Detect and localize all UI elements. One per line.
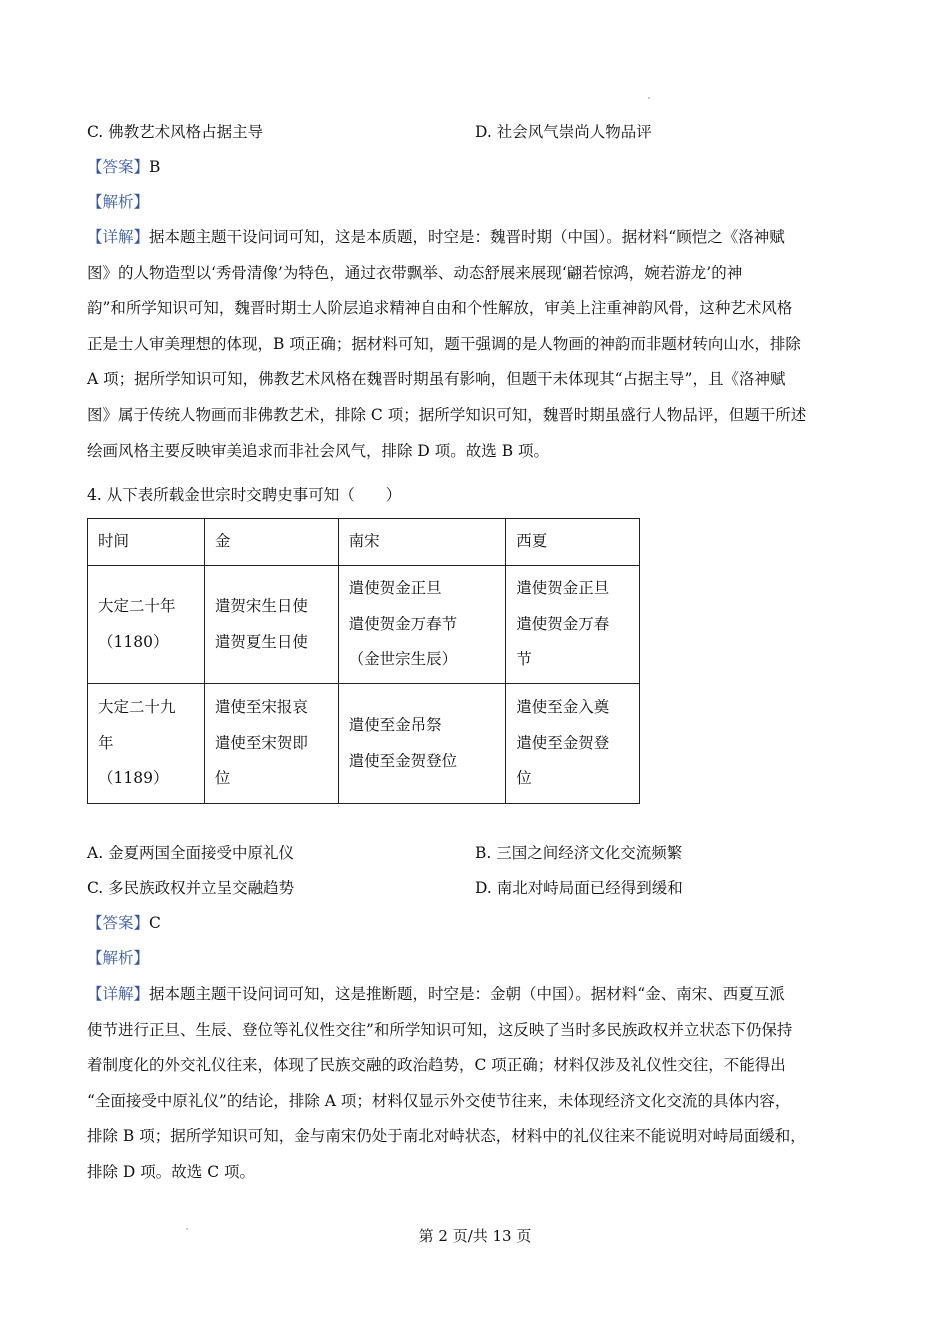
detail-line: A 项；据所学知识可知，佛教艺术风格在魏晋时期虽有影响，但题干未体现其“占据主导”，且《洛神赋 (87, 370, 786, 389)
q4-option-d[interactable]: D. 南北对峙局面已经得到缓和 (475, 879, 683, 897)
table-header-row (88, 519, 640, 566)
table-cell: 遣使至宋报哀 遣使至宋贺即 位 (204, 684, 338, 804)
table-cell: 遣使至金吊祭 遣使至金贺登位 (338, 684, 506, 804)
q4-answer-line (87, 913, 161, 933)
header-cell: 金 (204, 519, 338, 566)
table-cell: 遣使贺金正旦 遣使贺金万春节 （金世宗生辰） (338, 566, 506, 684)
detail-line: 使节进行正旦、生辰、登位等礼仪性交往”和所学知识可知，这反映了当时多民族政权并立状态下仍保持 (87, 1020, 793, 1039)
table-cell: 遣使贺金正旦 遣使贺金万春 节 (506, 566, 640, 684)
answer-tag: 【答案】 (87, 158, 150, 176)
q3-answer-line (87, 157, 160, 177)
q4-analysis-line (87, 948, 149, 968)
q3-option-d[interactable]: D. 社会风气崇尚人物品评 (475, 123, 652, 141)
detail-line: 正是士人审美理想的体现，B 项正确；据材料可知，题干强调的是人物画的神韵而非题材转向山水，排除 (87, 334, 801, 353)
detail-line: “全面接受中原礼仪”的结论，排除 A 项；材料仅显示外交使节往来，未体现经济文化交流的具体内容， (87, 1091, 791, 1110)
table-cell: 大定二十九 年 （1189） (88, 684, 205, 804)
page-footer: 第 2 页/共 13 页 (418, 1227, 532, 1245)
analysis-tag: 【解析】 (87, 193, 150, 211)
q3-analysis-line (87, 192, 149, 212)
header-cell: 西夏 (506, 519, 640, 566)
answer-value: C (149, 914, 161, 932)
q4-stem: 4. 从下表所载金世宗时交聘史事可知（ ） (87, 486, 402, 504)
answer-tag: 【答案】 (87, 914, 150, 932)
detail-tag: 【详解】 (87, 985, 150, 1003)
header-cell: 时间 (88, 519, 205, 566)
table-row (88, 684, 640, 804)
scan-speck (648, 97, 650, 99)
detail-line: 排除 D 项。故选 C 项。 (87, 1162, 255, 1181)
answer-value: B (149, 158, 161, 176)
table-row (88, 566, 640, 684)
detail-line: 图》属于传统人物画而非佛教艺术，排除 C 项；据所学知识可知，魏晋时期虽盛行人物品评，但题干所述 (87, 405, 807, 424)
table-cell: 大定二十年 （1180） (88, 566, 205, 684)
detail-line: 图》的人物造型以‘秀骨清像’为特色，通过衣带飘举、动态舒展来展现‘翩若惊鸿，婉若游龙’的神 (87, 263, 743, 282)
table-cell: 遣贺宋生日使 遣贺夏生日使 (204, 566, 338, 684)
detail-line: 【详解】据本题主题干设问词可知，这是本质题，时空是：魏晋时期（中国）。据材料“顾恺之《洛神赋 (87, 228, 785, 246)
exchange-table (87, 518, 640, 804)
table-cell: 遣使至金入奠 遣使至金贺登 位 (506, 684, 640, 804)
detail-line: 着制度化的外交礼仪往来，体现了民族交融的政治趋势，C 项正确；材料仅涉及礼仪性交往，不能得出 (87, 1056, 786, 1075)
detail-line: 【详解】据本题主题干设问词可知，这是推断题，时空是：金朝（中国）。据材料“金、南宋、西夏互派 (87, 985, 785, 1003)
analysis-tag: 【解析】 (87, 949, 150, 967)
q4-option-a[interactable]: A. 金夏两国全面接受中原礼仪 (87, 844, 295, 862)
q4-option-b[interactable]: B. 三国之间经济文化交流频繁 (475, 844, 683, 862)
detail-line: 韵”和所学知识可知，魏晋时期士人阶层追求精神自由和个性解放，审美上注重神韵风骨，这种艺术风格 (87, 299, 793, 318)
detail-line: 排除 B 项；据所学知识可知，金与南宋仍处于南北对峙状态，材料中的礼仪往来不能说明对峙局面缓和， (87, 1127, 806, 1146)
q4-detail-paragraph (87, 977, 862, 1191)
q4-option-c[interactable]: C. 多民族政权并立呈交融趋势 (87, 879, 295, 897)
detail-tag: 【详解】 (87, 228, 150, 246)
q3-detail-paragraph (87, 220, 862, 469)
q3-option-c[interactable]: C. 佛教艺术风格占据主导 (87, 123, 264, 141)
header-cell: 南宋 (338, 519, 506, 566)
detail-line: 绘画风格主要反映审美追求而非社会风气，排除 D 项。故选 B 项。 (87, 441, 550, 460)
